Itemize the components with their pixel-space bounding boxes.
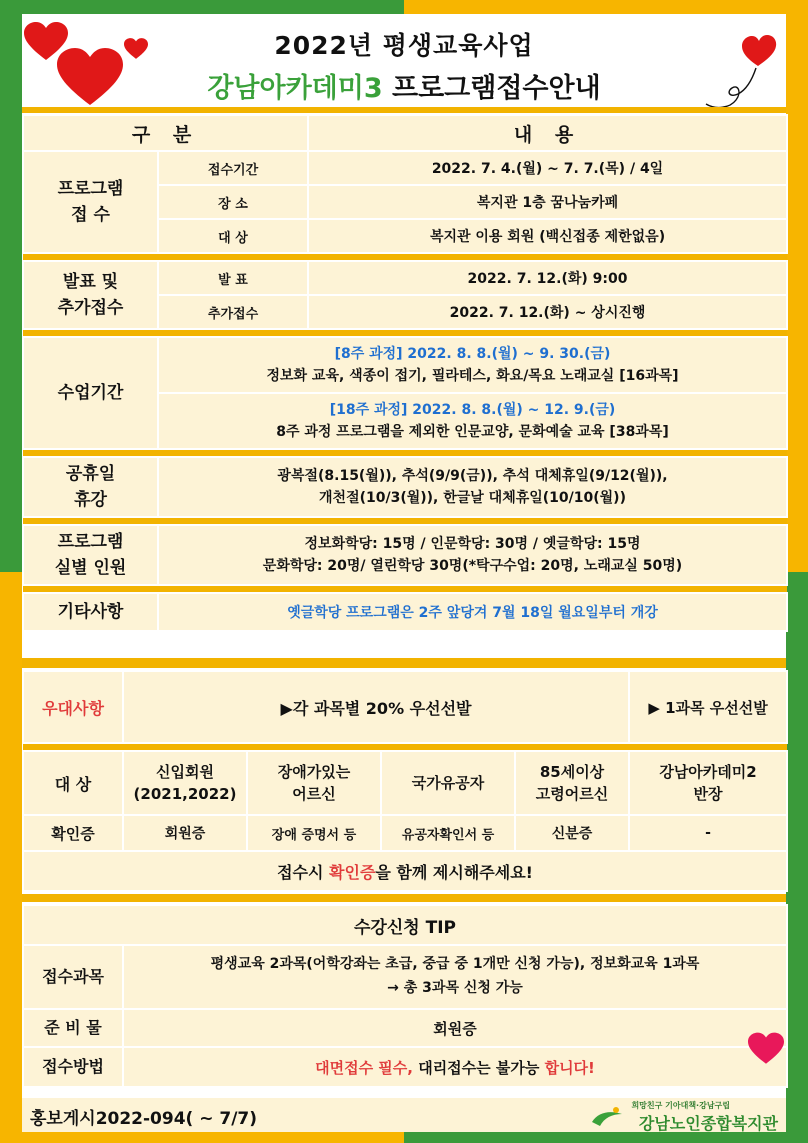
target-senior-85: 85세이상 고령어르신 [515, 751, 629, 815]
category-capacity: 프로그램 실별 인원 [23, 525, 158, 585]
tip-method [123, 1047, 787, 1087]
footer [22, 1098, 786, 1132]
holiday-content [158, 457, 787, 517]
tip-title: 수강신청 TIP [23, 905, 787, 945]
capacity-line: 문화학당: 20명/ 열린학당 30명(*탁구수업: 20명, 노래교실 50명) [262, 558, 683, 574]
method-text: 대리접수는 불가능 [412, 1058, 545, 1077]
divider [22, 894, 786, 902]
holiday-line: 개천절(10/3(월)), 한글날 대체휴일(10/10(월)) [319, 490, 626, 506]
tip-table [22, 904, 788, 1088]
course-desc: 8주 과정 프로그램을 제외한 인문교양, 문화예술 교육 [38과목] [276, 424, 669, 440]
divider [23, 517, 787, 525]
etc-content: 옛글학당 프로그램은 2주 앞당겨 7월 18일 월요일부터 개강 [158, 593, 787, 631]
value-cell: 2022. 7. 12.(화) ~ 상시진행 [308, 295, 787, 329]
tip-subjects [123, 945, 787, 1009]
target-new-member: 신입회원 (2021,2022) [123, 751, 247, 815]
category-class-period: 수업기간 [23, 337, 158, 449]
method-emphasis: 합니다! [544, 1058, 595, 1077]
notice-text: 을 함께 제시해주세요! [375, 862, 533, 882]
proof-item: 회원증 [123, 815, 247, 851]
course-18-weeks [158, 393, 787, 449]
proof-label: 확인증 [23, 815, 123, 851]
category-holiday: 공휴일 휴강 [23, 457, 158, 517]
logo-name: 강남노인종합복지관 [638, 1114, 778, 1133]
divider [23, 329, 787, 337]
logo-mark-icon [590, 1106, 624, 1130]
proof-item: 유공자확인서 등 [381, 815, 515, 851]
notice-highlight: 확인증 [329, 862, 376, 882]
capacity-line: 정보화학당: 15명 / 인문학당: 30명 / 옛글학당: 15명 [304, 535, 641, 552]
target-label: 대 상 [23, 751, 123, 815]
sub-label: 접수기간 [158, 151, 308, 185]
tip-label: 접수과목 [23, 945, 123, 1009]
subtitle-rest: 프로그램접수안내 [382, 73, 601, 104]
notice-sheet [22, 14, 786, 1132]
proof-item: - [629, 815, 787, 851]
tip-label: 준 비 물 [23, 1009, 123, 1047]
course-8-weeks [158, 337, 787, 393]
divider [23, 743, 787, 751]
target-veteran: 국가유공자 [381, 751, 515, 815]
divider [23, 449, 787, 457]
proof-notice [23, 851, 787, 891]
method-required: 대면접수 필수, [315, 1058, 413, 1077]
course-desc: 정보화 교육, 색종이 접기, 필라테스, 화요/목요 노래교실 [16과목] [266, 368, 679, 384]
target-class-leader: 강남아카데미2 반장 [629, 751, 787, 815]
notice-number: 홍보게시2022-094( ~ 7/7) [30, 1109, 258, 1129]
value-cell: 복지관 1층 꿈나눔카페 [308, 185, 787, 219]
sub-label: 발 표 [158, 261, 308, 295]
value-cell: 복지관 이용 회원 (백신접종 제한없음) [308, 219, 787, 253]
heart-icon [748, 1032, 784, 1066]
logo-caption: 희망친구 기아대책·강남구립 [631, 1101, 730, 1110]
proof-item: 장애 증명서 등 [247, 815, 381, 851]
divider [22, 658, 786, 668]
course-period: [8주 과정] 2022. 8. 8.(월) ~ 9. 30.(금) [334, 345, 611, 362]
tip-label: 접수방법 [23, 1047, 123, 1087]
value-cell: 2022. 7. 4.(월) ~ 7. 7.(목) / 4일 [308, 151, 787, 185]
category-etc: 기타사항 [23, 593, 158, 631]
proof-item: 신분증 [515, 815, 629, 851]
page-subtitle [22, 66, 786, 105]
program-name: 강남아카데미3 [207, 73, 383, 104]
value-cell: 2022. 7. 12.(화) 9:00 [308, 261, 787, 295]
main-info-table [22, 114, 788, 632]
tip-materials: 회원증 [123, 1009, 787, 1047]
page-title: 2022년 평생교육사업 [274, 31, 534, 60]
tip-line: 평생교육 2과목(어학강좌는 초급, 중급 중 1개만 신청 가능), 정보화교육 1과목 [210, 956, 700, 973]
divider [22, 107, 786, 113]
divider [23, 253, 787, 261]
holiday-line: 광복절(8.15(월)), 추석(9/9(금)), 추석 대체휴일(9/12(월)), [277, 467, 668, 484]
capacity-content [158, 525, 787, 585]
divider [23, 585, 787, 593]
page-header [22, 14, 786, 112]
sub-label: 대 상 [158, 219, 308, 253]
category-announce: 발표 및 추가접수 [23, 261, 158, 329]
welfare-center-logo [588, 1100, 778, 1133]
column-header-category: 구 분 [23, 115, 308, 151]
priority-label: 우대사항 [23, 671, 123, 743]
tip-line: → 총 3과목 신청 가능 [387, 980, 523, 996]
notice-text: 접수시 [277, 862, 330, 882]
target-disabled: 장애가있는 어르신 [247, 751, 381, 815]
sub-label: 장 소 [158, 185, 308, 219]
priority-group-20pct: ▶각 과목별 20% 우선선발 [123, 671, 629, 743]
course-period: [18주 과정] 2022. 8. 8.(월) ~ 12. 9.(금) [329, 401, 616, 418]
priority-group-one-subject: ▶ 1과목 우선선발 [629, 671, 787, 743]
priority-table [22, 670, 788, 892]
sub-label: 추가접수 [158, 295, 308, 329]
column-header-content: 내 용 [308, 115, 787, 151]
category-program: 프로그램 접 수 [23, 151, 158, 253]
